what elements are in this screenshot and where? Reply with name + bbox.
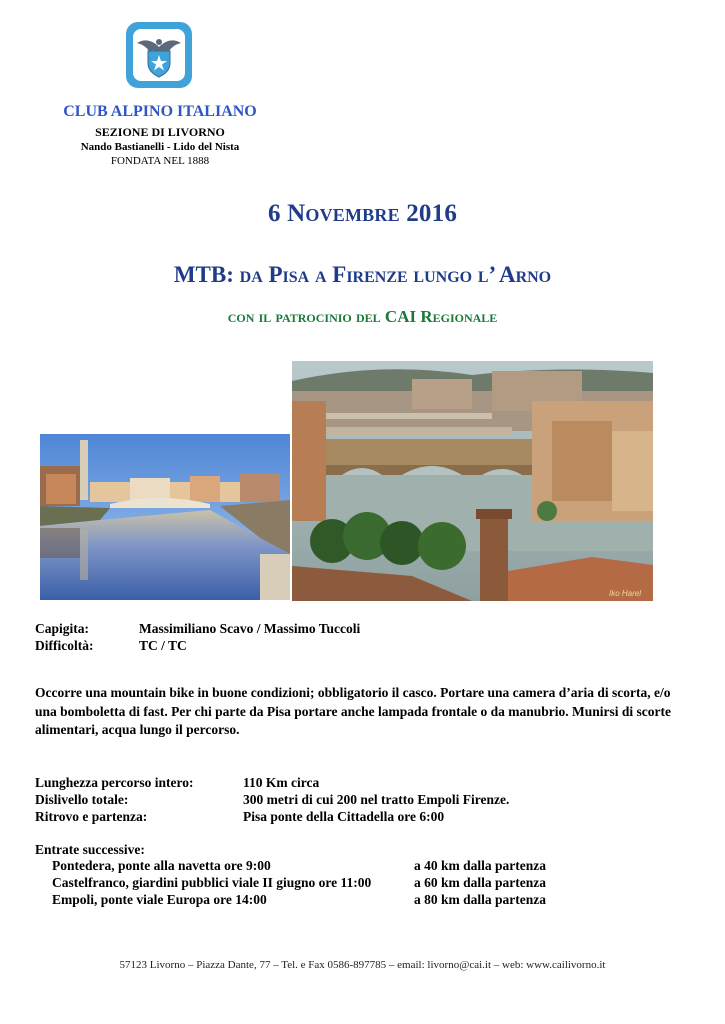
club-name: CLUB ALPINO ITALIANO [63,103,257,120]
entry-distance: a 40 km dalla partenza [414,858,547,873]
difficulty-label: Difficoltà: [35,638,94,653]
leaders-label: Capigita: [35,621,89,636]
section-dedication: Nando Bastianelli - Lido del Nista [80,141,240,153]
founded-year: FONDATA NEL 1888 [110,155,210,167]
entry-place: Empoli, ponte viale Europa ore 14:00 [52,892,267,907]
photo-credit: Iko Harel [608,589,641,598]
detail-label: Ritrovo e partenza: [35,809,148,824]
difficulty-value: TC / TC [139,638,187,653]
detail-value: 110 Km circa [243,775,320,790]
event-date: 6 Novembre 2016 [267,200,458,227]
event-description: Occorre una mountain bike in buone condizioni; obbligatorio il casco. Portare una camera d’aria di scorta, e/o una bomboletta di fast. Per chi parte da Pisa portare anche lampada frontale o da manubrio. Munirsi di scorte alimentari, acqua lungo il percorso. [35,685,671,737]
detail-label: Dislivello totale: [35,792,129,807]
entry-distance: a 60 km dalla partenza [414,875,547,890]
firenze-ponte-vecchio-photo [292,361,653,601]
cai-logo [126,22,192,88]
pisa-arno-photo [40,434,290,600]
event-title: MTB: da Pisa a Firenze lungo l’ Arno [173,262,552,287]
section-name: SEZIONE DI LIVORNO [95,125,225,139]
entry-distance: a 80 km dalla partenza [414,892,547,907]
event-patronage: con il patrocinio del CAI Regionale [227,307,498,326]
detail-label: Lunghezza percorso intero: [35,775,194,790]
detail-value: 300 metri di cui 200 nel tratto Empoli Firenze. [243,792,510,807]
entry-place: Pontedera, ponte alla navetta ore 9:00 [52,858,271,873]
eagle-star-icon [133,29,185,81]
leaders-value: Massimiliano Scavo / Massimo Tuccoli [139,621,361,636]
entry-place: Castelfranco, giardini pubblici viale II giugno ore 11:00 [52,875,372,890]
footer-contacts: 57123 Livorno – Piazza Dante, 77 – Tel. e Fax 0586-897785 – email: livorno@cai.it – web: www.cailivorno.it [119,959,606,971]
detail-value: Pisa ponte della Cittadella ore 6:00 [243,809,445,824]
entries-heading: Entrate successive: [35,842,145,857]
